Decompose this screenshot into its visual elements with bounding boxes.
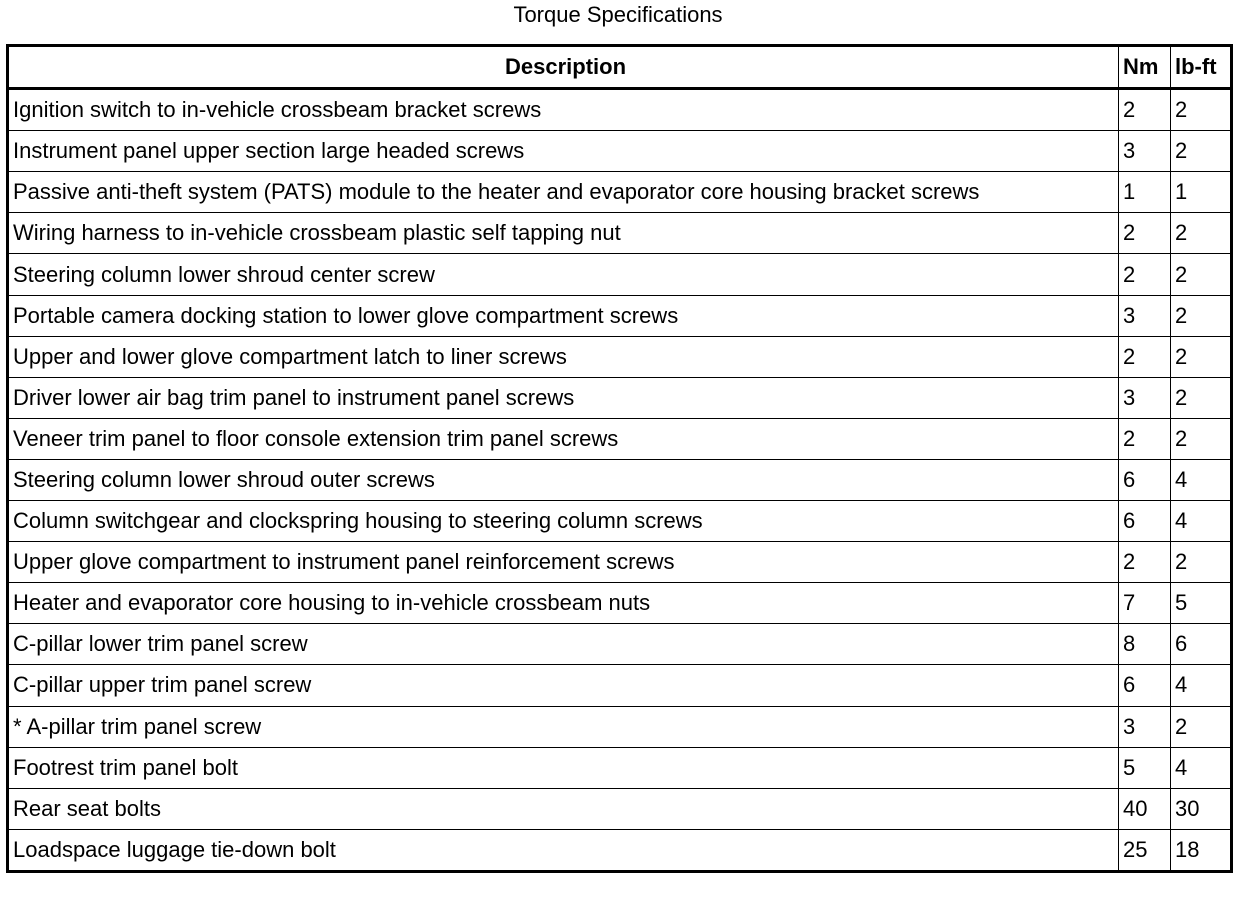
cell-description: Upper and lower glove compartment latch to liner screws (8, 336, 1119, 377)
torque-spec-table (6, 44, 1233, 873)
cell-lbft: 2 (1171, 131, 1232, 172)
cell-nm: 25 (1119, 829, 1171, 871)
cell-description: Footrest trim panel bolt (8, 747, 1119, 788)
cell-description: Steering column lower shroud center screw (8, 254, 1119, 295)
cell-nm: 2 (1119, 213, 1171, 254)
cell-nm: 2 (1119, 89, 1171, 131)
table-row (8, 542, 1232, 583)
table-row (8, 418, 1232, 459)
cell-lbft: 4 (1171, 501, 1232, 542)
cell-description: Passive anti-theft system (PATS) module to the heater and evaporator core housing bracket screws (8, 172, 1119, 213)
cell-nm: 6 (1119, 459, 1171, 500)
cell-nm: 40 (1119, 788, 1171, 829)
table-row (8, 254, 1232, 295)
cell-nm: 7 (1119, 583, 1171, 624)
column-header-description: Description (8, 46, 1119, 89)
cell-description: Steering column lower shroud outer screws (8, 459, 1119, 500)
cell-nm: 1 (1119, 172, 1171, 213)
table-row (8, 459, 1232, 500)
table-row (8, 583, 1232, 624)
cell-nm: 6 (1119, 501, 1171, 542)
cell-description: C-pillar upper trim panel screw (8, 665, 1119, 706)
cell-description: Veneer trim panel to floor console extension trim panel screws (8, 418, 1119, 459)
table-body (8, 89, 1232, 872)
cell-nm: 2 (1119, 418, 1171, 459)
cell-lbft: 2 (1171, 254, 1232, 295)
table-row (8, 665, 1232, 706)
cell-lbft: 2 (1171, 336, 1232, 377)
cell-nm: 3 (1119, 295, 1171, 336)
cell-lbft: 2 (1171, 542, 1232, 583)
cell-lbft: 4 (1171, 459, 1232, 500)
cell-lbft: 30 (1171, 788, 1232, 829)
cell-nm: 8 (1119, 624, 1171, 665)
cell-lbft: 2 (1171, 213, 1232, 254)
cell-lbft: 1 (1171, 172, 1232, 213)
cell-description: Rear seat bolts (8, 788, 1119, 829)
cell-description: C-pillar lower trim panel screw (8, 624, 1119, 665)
table-header-row (8, 46, 1232, 89)
table-row (8, 747, 1232, 788)
table-row (8, 213, 1232, 254)
table-row (8, 624, 1232, 665)
cell-lbft: 2 (1171, 706, 1232, 747)
page-title: Torque Specifications (513, 2, 723, 27)
cell-lbft: 5 (1171, 583, 1232, 624)
cell-description: Instrument panel upper section large headed screws (8, 131, 1119, 172)
cell-nm: 3 (1119, 377, 1171, 418)
cell-lbft: 2 (1171, 377, 1232, 418)
cell-nm: 3 (1119, 706, 1171, 747)
cell-lbft: 18 (1171, 829, 1232, 871)
table-row (8, 706, 1232, 747)
cell-description: Loadspace luggage tie-down bolt (8, 829, 1119, 871)
cell-nm: 5 (1119, 747, 1171, 788)
table-row (8, 788, 1232, 829)
table-row (8, 131, 1232, 172)
column-header-nm: Nm (1119, 46, 1171, 89)
cell-nm: 2 (1119, 336, 1171, 377)
cell-lbft: 2 (1171, 418, 1232, 459)
cell-lbft: 6 (1171, 624, 1232, 665)
cell-lbft: 2 (1171, 295, 1232, 336)
cell-description: Portable camera docking station to lower glove compartment screws (8, 295, 1119, 336)
cell-description: Heater and evaporator core housing to in-vehicle crossbeam nuts (8, 583, 1119, 624)
table-row (8, 336, 1232, 377)
table-row (8, 295, 1232, 336)
cell-lbft: 4 (1171, 665, 1232, 706)
column-header-lbft: lb-ft (1171, 46, 1232, 89)
cell-description: Upper glove compartment to instrument panel reinforcement screws (8, 542, 1119, 583)
cell-nm: 3 (1119, 131, 1171, 172)
table-row (8, 377, 1232, 418)
table-row (8, 501, 1232, 542)
table-row (8, 89, 1232, 131)
cell-nm: 6 (1119, 665, 1171, 706)
cell-lbft: 2 (1171, 89, 1232, 131)
cell-description: Column switchgear and clockspring housing to steering column screws (8, 501, 1119, 542)
cell-description: Driver lower air bag trim panel to instrument panel screws (8, 377, 1119, 418)
table-row (8, 829, 1232, 871)
cell-description: Wiring harness to in-vehicle crossbeam plastic self tapping nut (8, 213, 1119, 254)
cell-lbft: 4 (1171, 747, 1232, 788)
table-row (8, 172, 1232, 213)
cell-description: Ignition switch to in-vehicle crossbeam bracket screws (8, 89, 1119, 131)
cell-description: * A-pillar trim panel screw (8, 706, 1119, 747)
cell-nm: 2 (1119, 542, 1171, 583)
cell-nm: 2 (1119, 254, 1171, 295)
